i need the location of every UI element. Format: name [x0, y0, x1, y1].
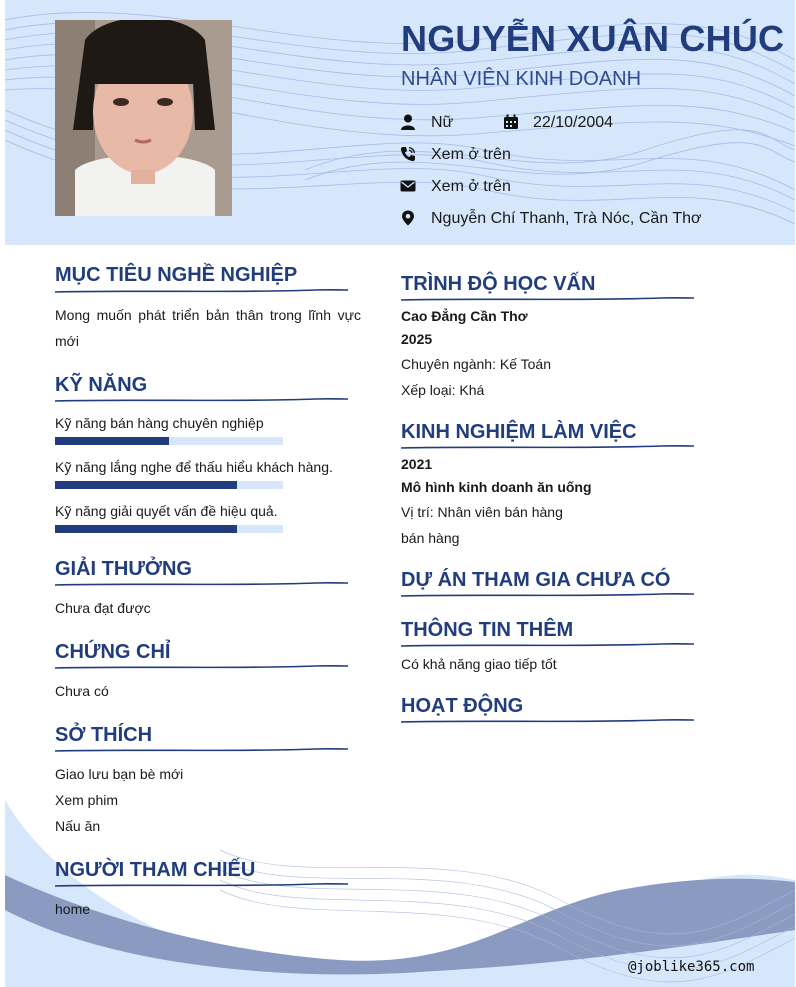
references-text: home — [55, 901, 91, 917]
education-title: TRÌNH ĐỘ HỌC VẤN — [401, 273, 596, 295]
phone-icon — [400, 146, 416, 162]
extra-info-title: THÔNG TIN THÊM — [401, 619, 574, 641]
skills-title: KỸ NĂNG — [55, 374, 148, 396]
section-underline — [55, 396, 350, 404]
experience-title: KINH NGHIỆM LÀM VIỆC — [401, 421, 637, 443]
skill-bar — [55, 437, 283, 445]
awards-text: Chưa đạt được — [55, 600, 151, 616]
objective-text: Mong muốn phát triển bản thân trong lĩnh vực mới — [55, 307, 361, 349]
education-school: Cao Đẳng Cần Thơ — [401, 308, 528, 324]
section-underline — [55, 746, 350, 754]
section-underline — [401, 443, 696, 451]
skill-label: Kỹ năng bán hàng chuyên nghiệp — [55, 415, 264, 431]
skill-label: Kỹ năng lắng nghe để thấu hiểu khách hàng. — [55, 459, 333, 475]
education-major: Chuyên ngành: Kế Toán — [401, 356, 551, 372]
hobby-item: Xem phim — [55, 792, 119, 808]
section-underline — [55, 287, 350, 295]
calendar-icon — [503, 114, 519, 130]
gender-value: Nữ — [431, 114, 454, 131]
phone-value: Xem ở trên — [431, 146, 511, 163]
education-rank: Xếp loại: Khá — [401, 382, 485, 398]
experience-position: Vị trí: Nhân viên bán hàng — [401, 504, 563, 520]
section-underline — [401, 717, 696, 725]
job-title: NHÂN VIÊN KINH DOANH — [401, 68, 642, 90]
certificates-text: Chưa có — [55, 683, 109, 699]
email-value: Xem ở trên — [431, 178, 511, 195]
skill-label: Kỹ năng giải quyết vấn đề hiệu quả. — [55, 503, 278, 519]
birthdate-value: 22/10/2004 — [533, 114, 614, 131]
profile-photo — [55, 20, 232, 216]
projects-title: DỰ ÁN THAM GIA CHƯA CÓ — [401, 569, 671, 591]
experience-description: bán hàng — [401, 530, 460, 546]
certificates-title: CHỨNG CHỈ — [55, 641, 171, 663]
hobby-item: Nấu ăn — [55, 818, 101, 834]
experience-year: 2021 — [401, 456, 433, 472]
address-value: Nguyễn Chí Thanh, Trà Nóc, Cần Thơ — [431, 210, 702, 227]
section-underline — [55, 580, 350, 588]
skill-bar-fill — [55, 481, 237, 489]
awards-title: GIẢI THƯỞNG — [55, 558, 192, 580]
skill-bar-fill — [55, 437, 169, 445]
hobby-item: Giao lưu bạn bè mới — [55, 766, 184, 782]
map-pin-icon — [400, 210, 416, 226]
skill-bar — [55, 481, 283, 489]
references-title: NGƯỜI THAM CHIẾU — [55, 859, 256, 881]
user-icon — [400, 114, 416, 130]
hobbies-title: SỞ THÍCH — [55, 724, 153, 746]
activities-title: HOẠT ĐỘNG — [401, 695, 524, 717]
section-underline — [401, 295, 696, 303]
objective-title: MỤC TIÊU NGHỀ NGHIỆP — [55, 264, 298, 286]
section-underline — [401, 591, 696, 599]
section-underline — [55, 663, 350, 671]
skill-bar-fill — [55, 525, 237, 533]
education-year: 2025 — [401, 331, 433, 347]
extra-info-text: Có khả năng giao tiếp tốt — [401, 656, 557, 672]
candidate-name: NGUYỄN XUÂN CHÚC — [401, 18, 785, 59]
experience-company: Mô hình kinh doanh ăn uống — [401, 479, 592, 495]
watermark-text: @joblike365.com — [628, 959, 755, 975]
envelope-icon — [400, 178, 416, 194]
skill-bar — [55, 525, 283, 533]
section-underline — [55, 881, 350, 889]
section-underline — [401, 641, 696, 649]
